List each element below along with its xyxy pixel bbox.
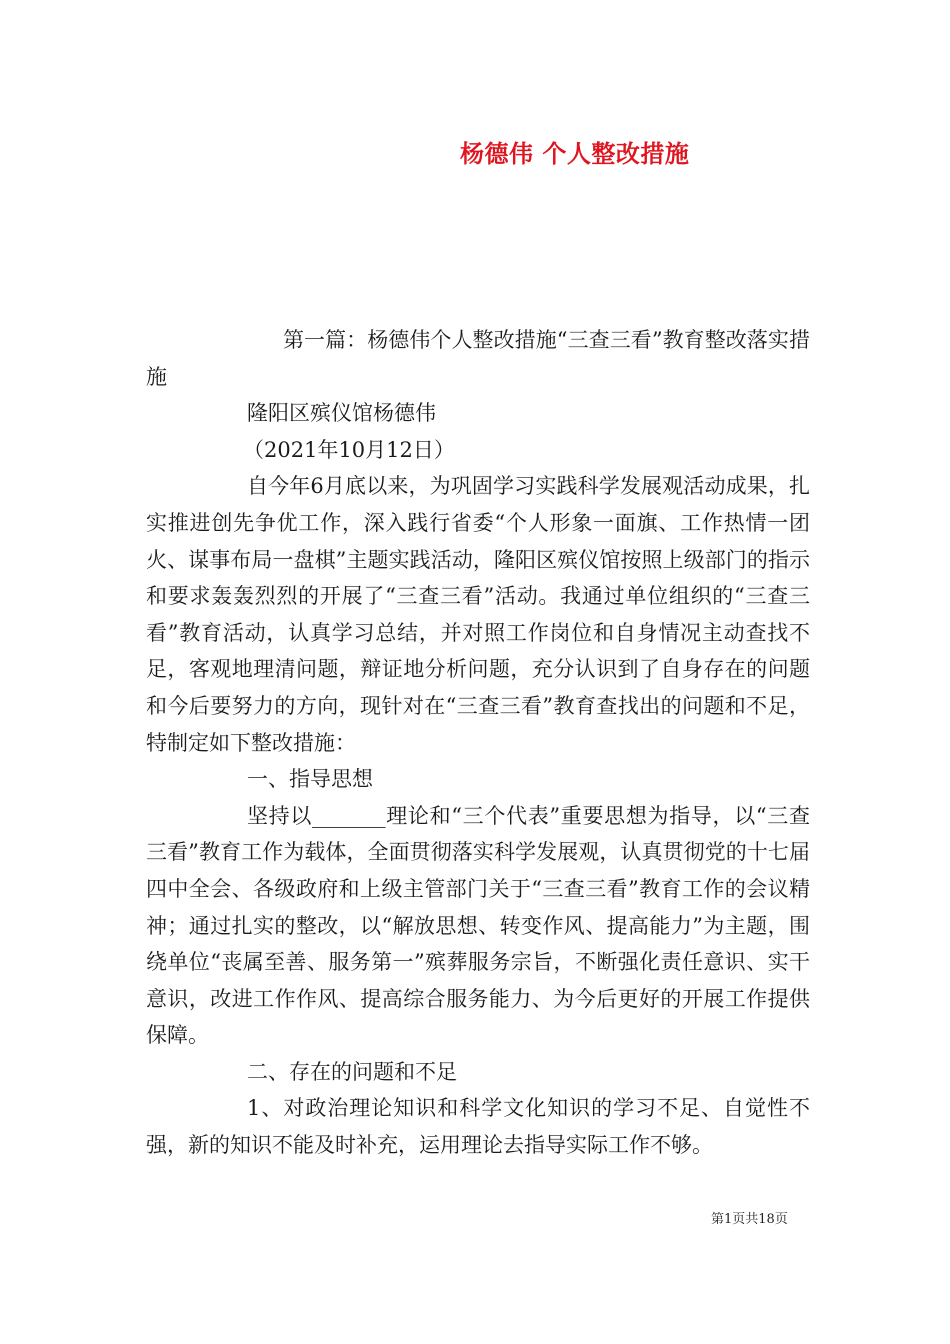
author-line: 隆阳区殡仪馆杨德伟 bbox=[247, 401, 436, 426]
paragraph-problem-1: 1、对政治理论知识和科学文化知识的学习不足、自觉性不强，新的知识不能及时补充，运用理论去指导实际工作不够。 bbox=[146, 1096, 810, 1158]
paragraph-guiding-ideology: 坚持以_______理论和“三个代表”重要思想为指导，以“三查三看”教育工作为载体，全面贯彻落实科学发展观，认真贯彻党的十七届四中全会、各级政府和上级主管部门关于“三查三看”教育工作的会议精神；通过扎实的整改，以“解放思想、转变作风、提高能力”为主题，围绕单位“丧属至善、服务第一”殡葬服务宗旨，不断强化责任意识、实干意识，改进工作作风、提高综合服务能力、为今后更好的开展工作提供保障。 bbox=[146, 803, 810, 1048]
section-heading: 第一篇：杨德伟个人整改措施“三查三看”教育整改落实措施 bbox=[146, 328, 810, 389]
paragraph-intro: 自今年6月底以来，为巩固学习实践科学发展观活动成果，扎实推进创先争优工作，深入践行省委“个人形象一面旗、工作热情一团火、谋事布局一盘棋”主题实践活动，隆阳区殡仪馆按照上级部门的指示和要求轰轰烈烈的开展了“三查三看”活动。我通过单位组织的“三查三看”教育活动，认真学习总结，并对照工作岗位和自身情况主动查找不足，客观地理清问题，辩证地分析问题，充分认识到了自身存在的问题和今后要努力的方向，现针对在“三查三看”教育查找出的问题和不足，特制定如下整改措施： bbox=[146, 474, 810, 755]
heading-guiding-ideology: 一、指导思想 bbox=[247, 767, 373, 792]
heading-problems: 二、存在的问题和不足 bbox=[247, 1059, 457, 1084]
document-title: 杨德伟 个人整改措施 bbox=[460, 139, 690, 168]
document-body bbox=[146, 322, 810, 1164]
date-line: （2021年10月12日） bbox=[243, 437, 455, 462]
page-number: 第1页共18页 bbox=[711, 1212, 788, 1227]
